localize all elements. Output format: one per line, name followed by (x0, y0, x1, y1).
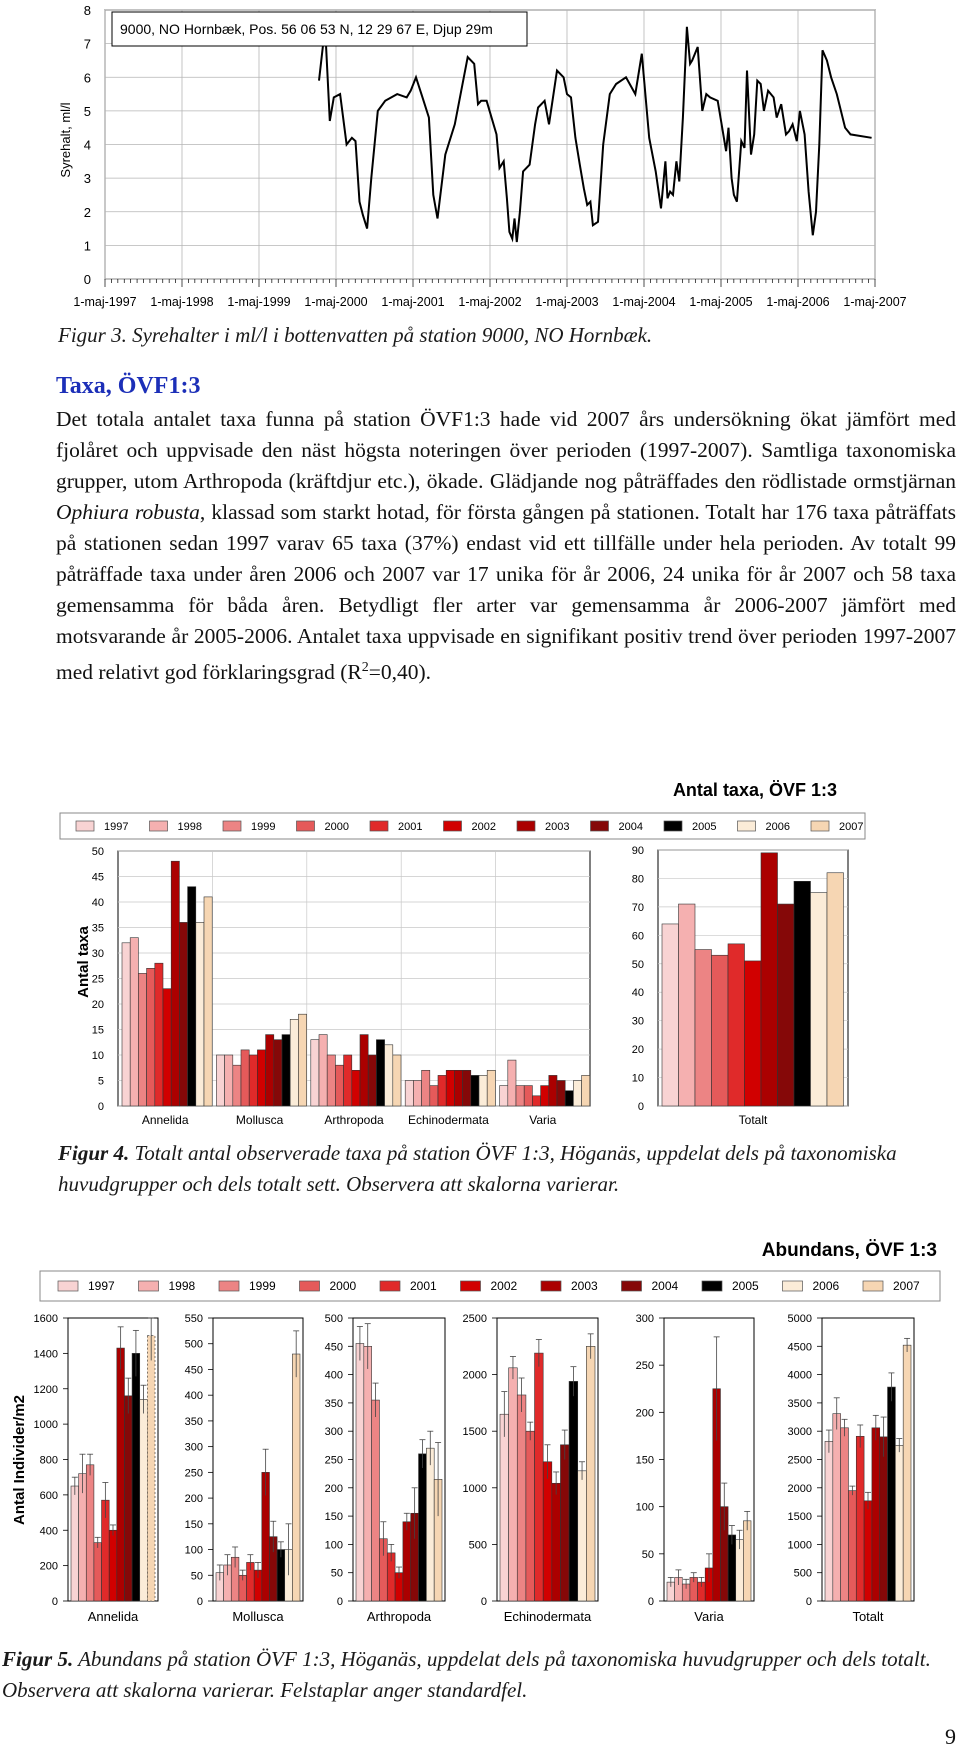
fig4-total-bar (827, 873, 844, 1106)
fig4-bar (290, 1019, 298, 1106)
fig5-category-label: Annelida (87, 1609, 139, 1624)
fig5-panel (34, 1313, 158, 1624)
fig5-y-tick-label: 200 (324, 1482, 343, 1495)
figure-4-caption (58, 1138, 908, 1200)
fig5-y-tick-label: 4000 (787, 1369, 812, 1382)
fig5-y-tick-label: 200 (635, 1407, 654, 1420)
fig5-bar (372, 1400, 380, 1601)
fig4-y-tick-label: 0 (97, 1101, 104, 1113)
legend-label: 2001 (398, 821, 423, 833)
superscript: 2 (361, 660, 369, 675)
fig5-y-tick-label: 100 (635, 1501, 654, 1514)
fig5-y-tick-label: 5000 (787, 1313, 812, 1325)
fig3-y-tick-label: 2 (83, 204, 91, 220)
fig4-bar (122, 943, 130, 1106)
fig5-y-tick-label: 300 (324, 1426, 343, 1439)
fig5-y-tick-label: 500 (184, 1338, 203, 1351)
fig4-y-tick-label: 50 (91, 846, 104, 858)
fig4-total-bar (695, 950, 712, 1106)
fig4-bar (471, 1075, 479, 1106)
fig5-bar (841, 1428, 849, 1601)
fig4-bar (266, 1035, 274, 1106)
fig5-y-tick-label: 300 (635, 1313, 654, 1325)
legend-swatch (541, 1281, 561, 1291)
fig5-bar (356, 1343, 364, 1601)
oxygen-line-chart (0, 0, 960, 320)
fig4-total-bar (778, 904, 795, 1106)
fig5-y-tick-label: 0 (805, 1596, 812, 1608)
fig5-y-tick-label: 0 (480, 1596, 487, 1608)
fig4-bar (393, 1055, 401, 1106)
fig5-bar (292, 1354, 300, 1601)
figure-3-caption: Figur 3. Syrehalter i ml/l i bottenvatten på station 9000, NO Hornbæk. (58, 323, 653, 347)
fig5-panel (185, 1313, 303, 1624)
fig3-station-label: 9000, NO Hornbæk, Pos. 56 06 53 N, 12 29 67 E, Djup 29m (120, 21, 493, 37)
fig5-y-tick-label: 800 (39, 1454, 58, 1467)
legend-swatch (370, 821, 388, 831)
legend-label: 2002 (490, 1279, 518, 1293)
page-number: 9 (945, 1724, 956, 1749)
legend-swatch (444, 821, 462, 831)
legend-label: 2003 (545, 821, 570, 833)
fig4-total-y-tick-label: 80 (631, 873, 644, 886)
fig4-total-y-tick-label: 30 (631, 1015, 644, 1028)
legend-label: 2007 (893, 1279, 920, 1293)
fig4-total-y-tick-label: 0 (637, 1101, 644, 1113)
fig5-category-label: Totalt (852, 1609, 884, 1624)
fig5-bar (856, 1436, 864, 1601)
fig3-x-tick-label: 1-maj-1998 (150, 295, 214, 309)
fig4-bar (188, 887, 196, 1106)
legend-label: 2004 (651, 1279, 679, 1293)
fig4-bar (327, 1055, 335, 1106)
fig4-bar (130, 938, 138, 1106)
fig3-x-tick-label: 1-maj-1997 (73, 295, 137, 309)
fig5-y-tick-label: 450 (324, 1341, 343, 1354)
legend-label: 2005 (692, 821, 717, 833)
fig4-title: Antal taxa, ÖVF 1:3 (672, 780, 837, 800)
fig5-bar (903, 1345, 911, 1601)
body-paragraph (56, 404, 956, 688)
fig5-y-tick-label: 50 (330, 1567, 343, 1580)
fig5-bar (543, 1462, 552, 1601)
fig4-total-bar (745, 961, 762, 1106)
fig3-x-tick-label: 1-maj-2007 (843, 295, 907, 309)
fig5-panel (463, 1313, 598, 1624)
fig4-total-y-tick-label: 90 (631, 845, 644, 857)
fig5-y-tick-label: 1400 (33, 1348, 58, 1361)
fig4-bar (463, 1070, 471, 1106)
legend-label: 2000 (324, 821, 349, 833)
fig4-bar (352, 1070, 360, 1106)
fig5-y-tick-label: 550 (184, 1313, 203, 1325)
fig4-bar (196, 922, 204, 1106)
fig3-y-tick-label: 6 (83, 70, 91, 86)
fig5-bar (364, 1346, 372, 1601)
fig5-y-tick-label: 1000 (462, 1482, 487, 1495)
fig4-bar (479, 1075, 487, 1106)
fig4-y-tick-label: 30 (91, 948, 104, 960)
paragraph-part-1: Det totala antalet taxa funna på station ÖVF1:3 hade vid 2007 års undersökning ökat jämfört med fjolåret och uppvisade den näst högsta noteringen över perioden (1997-2007). Samtliga taxonomiska grupper, utom Arthropoda (kräftdjur etc.), ökade. Glädjande nog påträffades den rödlistade ormstjärnan (56, 407, 956, 493)
fig4-bar (147, 968, 155, 1106)
fig4-y-tick-label: 10 (91, 1050, 104, 1062)
legend-label: 2006 (812, 1279, 840, 1293)
legend-swatch (300, 1281, 320, 1291)
fig5-panel (788, 1313, 914, 1624)
fig4-total-bar (794, 881, 811, 1106)
fig4-bar (565, 1091, 573, 1106)
figure-4-caption-label: Figur 4. (58, 1141, 130, 1165)
fig4-bar (241, 1050, 249, 1106)
figure-4-caption-text: Totalt antal observerade taxa på station ÖVF 1:3, Höganäs, uppdelat dels på taxonomiska huvudgrupper och dels totalt sett. Observera att skalorna varierar. (58, 1141, 897, 1196)
fig5-y-tick-label: 500 (468, 1539, 487, 1552)
fig4-total-bar (662, 924, 679, 1106)
fig5-bar (526, 1431, 535, 1601)
fig5-bar (117, 1348, 125, 1601)
fig5-bar (833, 1414, 841, 1601)
fig4-bar (319, 1035, 327, 1106)
fig5-y-tick-label: 1500 (787, 1511, 812, 1524)
fig3-y-axis-label: Syrehalt, ml/l (58, 102, 73, 178)
fig4-total-bar (728, 944, 745, 1106)
fig4-bar (438, 1075, 446, 1106)
legend-label: 2005 (732, 1279, 759, 1293)
legend-label: 1997 (104, 821, 129, 833)
fig5-bar (109, 1530, 117, 1601)
fig4-y-tick-label: 15 (91, 1024, 104, 1037)
legend-swatch (622, 1281, 642, 1291)
fig5-bar (825, 1441, 833, 1601)
fig5-y-tick-label: 1000 (787, 1539, 812, 1552)
fig4-bar (422, 1070, 430, 1106)
fig5-y-tick-label: 2000 (787, 1482, 812, 1495)
fig5-y-tick-label: 50 (641, 1548, 654, 1561)
fig4-bar (508, 1060, 516, 1106)
legend-swatch (591, 821, 609, 831)
fig3-y-tick-label: 0 (83, 272, 91, 287)
fig5-y-tick-label: 250 (324, 1454, 343, 1467)
fig5-bar (419, 1454, 427, 1601)
fig3-x-tick-label: 1-maj-2005 (689, 295, 753, 309)
fig4-bar (233, 1065, 241, 1106)
fig4-bar (516, 1086, 524, 1106)
legend-label: 2001 (410, 1279, 437, 1293)
fig4-total-y-tick-label: 70 (631, 901, 644, 914)
legend-swatch (811, 821, 829, 831)
fig5-bar (140, 1399, 148, 1601)
fig4-y-tick-label: 45 (91, 871, 104, 884)
legend-label: 2002 (471, 821, 496, 833)
fig4-bar (179, 922, 187, 1106)
figure-5-caption-label: Figur 5. (2, 1647, 74, 1671)
fig5-y-tick-label: 0 (51, 1596, 58, 1608)
fig5-y-tick-label: 100 (184, 1544, 203, 1557)
legend-swatch (223, 821, 241, 831)
fig4-bar (249, 1055, 257, 1106)
fig5-y-tick-label: 3500 (787, 1397, 812, 1410)
species-name: Ophiura robusta (56, 500, 200, 524)
fig5-bar (71, 1486, 79, 1601)
fig5-y-tick-label: 2000 (462, 1369, 487, 1382)
fig5-bar (586, 1346, 595, 1601)
legend-swatch (297, 821, 315, 831)
fig4-bar (446, 1070, 454, 1106)
legend-swatch (150, 821, 168, 831)
fig5-y-tick-label: 1500 (462, 1426, 487, 1439)
fig5-y-tick-label: 3000 (787, 1426, 812, 1439)
legend-swatch (58, 1281, 78, 1291)
fig5-bar (132, 1353, 140, 1601)
fig4-total-bar (811, 893, 828, 1106)
legend-swatch (517, 821, 535, 831)
fig4-total-bar (679, 904, 696, 1106)
fig4-bar (487, 1070, 495, 1106)
legend-label: 1998 (177, 821, 202, 833)
fig4-bar (360, 1035, 368, 1106)
fig5-bar (848, 1491, 856, 1601)
fig5-y-tick-label: 400 (184, 1390, 203, 1403)
fig5-bar (569, 1381, 578, 1601)
fig5-category-label: Mollusca (232, 1609, 284, 1624)
fig4-bar (155, 963, 163, 1106)
fig3-x-tick-label: 1-maj-2004 (612, 295, 676, 309)
fig3-x-tick-label: 1-maj-2002 (458, 295, 522, 309)
fig4-category-label: Annelida (141, 1113, 189, 1127)
fig3-x-tick-label: 1-maj-2003 (535, 295, 599, 309)
fig5-bar (728, 1535, 736, 1601)
legend-label: 1998 (168, 1279, 196, 1293)
fig5-bar (560, 1445, 569, 1601)
fig4-bar (216, 1055, 224, 1106)
fig5-y-tick-label: 100 (324, 1539, 343, 1552)
fig3-x-tick-label: 1-maj-2000 (304, 295, 368, 309)
fig5-panel (325, 1313, 445, 1624)
fig4-total-y-tick-label: 40 (631, 987, 644, 1000)
legend-swatch (664, 821, 682, 831)
fig5-bar (147, 1336, 155, 1601)
fig4-bar (335, 1065, 343, 1106)
fig5-bar (743, 1521, 751, 1601)
fig4-bar (549, 1075, 557, 1106)
fig5-panel (636, 1313, 754, 1624)
fig5-category-label: Varia (694, 1609, 724, 1624)
fig4-bar (257, 1050, 265, 1106)
legend-label: 2000 (329, 1279, 357, 1293)
fig5-y-tick-label: 600 (39, 1489, 58, 1502)
fig5-bar (86, 1465, 94, 1601)
fig5-y-tick-label: 1200 (33, 1383, 58, 1396)
figure-5-caption (2, 1644, 952, 1706)
fig4-bar (163, 989, 171, 1106)
legend-swatch (783, 1281, 803, 1291)
fig4-bar (171, 861, 179, 1106)
fig4-bar (541, 1086, 549, 1106)
fig4-category-label: Echinodermata (408, 1113, 489, 1127)
fig4-bar (524, 1086, 532, 1106)
fig5-y-tick-label: 0 (647, 1596, 654, 1608)
fig4-bar (311, 1040, 319, 1106)
legend-label: 2003 (571, 1279, 598, 1293)
fig5-y-tick-label: 2500 (787, 1454, 812, 1467)
fig5-y-tick-label: 400 (39, 1525, 58, 1538)
fig4-bar (500, 1086, 508, 1106)
fig3-y-tick-label: 7 (83, 36, 91, 52)
fig5-y-tick-label: 150 (324, 1511, 343, 1524)
fig4-total-category-label: Totalt (738, 1113, 768, 1127)
fig5-y-tick-label: 150 (184, 1518, 203, 1531)
fig5-y-tick-label: 200 (39, 1560, 58, 1573)
fig5-y-tick-label: 0 (196, 1596, 203, 1608)
fig4-bar (138, 973, 146, 1106)
fig4-bar (454, 1070, 462, 1106)
fig4-bar (376, 1040, 384, 1106)
fig4-bar (573, 1081, 581, 1107)
fig4-bar (274, 1040, 282, 1106)
fig5-y-tick-label: 200 (184, 1493, 203, 1506)
legend-label: 1999 (251, 821, 276, 833)
fig5-category-label: Echinodermata (503, 1609, 592, 1624)
fig4-y-tick-label: 5 (97, 1075, 104, 1088)
paragraph-part-3: =0,40). (368, 660, 431, 685)
fig5-bar (94, 1543, 102, 1601)
fig5-y-tick-label: 500 (793, 1567, 812, 1580)
fig4-y-tick-label: 20 (91, 999, 104, 1011)
fig5-y-tick-label: 450 (184, 1364, 203, 1377)
fig3-y-tick-label: 4 (83, 137, 91, 153)
fig4-bar (225, 1055, 233, 1106)
taxa-bar-chart (0, 770, 960, 1140)
fig5-y-tick-label: 2500 (462, 1313, 487, 1325)
legend-swatch (738, 821, 756, 831)
fig5-bar (517, 1395, 526, 1601)
fig5-bar (500, 1414, 509, 1601)
fig4-total-y-tick-label: 20 (631, 1044, 644, 1057)
legend-label: 2007 (839, 821, 864, 833)
fig5-y-tick-label: 250 (635, 1360, 654, 1373)
fig5-bar (872, 1428, 880, 1601)
fig5-bar (578, 1471, 587, 1601)
fig3-y-tick-label: 8 (83, 3, 91, 18)
abundance-bar-charts (0, 1228, 960, 1648)
fig4-bar (557, 1081, 565, 1107)
fig5-y-tick-label: 0 (336, 1596, 343, 1608)
legend-swatch (380, 1281, 400, 1291)
fig5-bar (552, 1483, 561, 1601)
figure-5-caption-text: Abundans på station ÖVF 1:3, Höganäs, uppdelat dels på taxonomiska huvudgrupper och dels totalt. Observera att skalorna varierar. Felstaplar anger standardfel. (2, 1647, 931, 1702)
fig4-y-axis-label: Antal taxa (75, 926, 92, 998)
legend-swatch (219, 1281, 239, 1291)
fig4-bar (430, 1086, 438, 1106)
fig5-bar (888, 1387, 896, 1601)
fig5-y-tick-label: 50 (190, 1570, 203, 1583)
fig4-total-y-tick-label: 10 (631, 1072, 644, 1085)
fig3-y-tick-label: 1 (83, 238, 91, 254)
fig4-bar (298, 1014, 306, 1106)
fig5-y-tick-label: 1000 (33, 1419, 58, 1432)
fig3-y-tick-label: 3 (83, 171, 91, 187)
fig4-bar (582, 1075, 590, 1106)
fig4-bar (405, 1081, 413, 1107)
legend-swatch (76, 821, 94, 831)
legend-swatch (863, 1281, 883, 1291)
fig5-bar (880, 1437, 888, 1601)
fig4-category-label: Mollusca (235, 1113, 284, 1127)
fig3-x-tick-label: 1-maj-2006 (766, 295, 830, 309)
fig5-bar (403, 1522, 411, 1601)
fig5-category-label: Arthropoda (366, 1609, 432, 1624)
fig3-x-tick-label: 1-maj-2001 (381, 295, 445, 309)
fig5-bar (124, 1396, 132, 1601)
fig4-category-label: Varia (529, 1113, 557, 1127)
fig5-y-axis-label: Antal Individer/m2 (11, 1394, 28, 1526)
legend-label: 1997 (88, 1279, 115, 1293)
fig3-y-tick-label: 5 (83, 103, 91, 119)
legend-swatch (139, 1281, 159, 1291)
section-heading: Taxa, ÖVF1:3 (56, 373, 201, 399)
fig3-x-tick-label: 1-maj-1999 (227, 295, 291, 309)
legend-swatch (702, 1281, 722, 1291)
fig4-total-bar (761, 853, 778, 1106)
fig5-bar (864, 1501, 872, 1601)
fig5-y-tick-label: 300 (184, 1441, 203, 1454)
legend-swatch (461, 1281, 481, 1291)
fig5-bar (535, 1353, 544, 1601)
fig4-y-tick-label: 25 (91, 973, 104, 986)
legend-label: 2004 (618, 821, 643, 833)
fig4-total-y-tick-label: 60 (631, 930, 644, 943)
fig4-category-label: Arthropoda (324, 1113, 384, 1127)
fig4-total-bar (712, 955, 729, 1106)
fig4-bar (282, 1035, 290, 1106)
fig4-bar (532, 1096, 540, 1106)
fig5-y-tick-label: 4500 (787, 1341, 812, 1354)
fig4-bar (344, 1055, 352, 1106)
fig4-y-tick-label: 40 (91, 897, 104, 909)
fig4-y-tick-label: 35 (91, 922, 104, 935)
fig5-bar (426, 1448, 434, 1601)
fig5-y-tick-label: 500 (324, 1313, 343, 1325)
fig4-bar (385, 1045, 393, 1106)
fig5-y-tick-label: 1600 (33, 1313, 58, 1325)
fig4-bar (204, 897, 212, 1106)
legend-label: 1999 (249, 1279, 276, 1293)
fig4-bar (413, 1081, 421, 1107)
fig5-y-tick-label: 400 (324, 1369, 343, 1382)
legend-label: 2006 (765, 821, 790, 833)
fig4-bar (368, 1055, 376, 1106)
fig5-y-tick-label: 250 (184, 1467, 203, 1480)
fig5-title: Abundans, ÖVF 1:3 (761, 1240, 937, 1261)
fig5-y-tick-label: 350 (184, 1415, 203, 1428)
fig5-bar (509, 1368, 518, 1601)
fig5-y-tick-label: 350 (324, 1397, 343, 1410)
paragraph-part-2: , klassad som starkt hotad, för första gången på stationen. Totalt har 176 taxa påträffats på stationen sedan 1997 varav 65 taxa (37%) endast vid ett tillfälle under hela perioden. Av totalt 99 påträffade taxa under åren 2006 och 2007 var 17 unika för år 2006, 24 unika för år 2007 och 58 taxa gemensamma för båda åren. Betydligt fler arter var gemensamma år 2006-2007 jämfört med motsvarande år 2005-2006. Antalet taxa uppvisade en signifikant positiv trend över perioden 1997-2007 med relativt god förklaringsgrad (R (56, 500, 956, 685)
fig5-y-tick-label: 150 (635, 1454, 654, 1467)
fig4-total-y-tick-label: 50 (631, 958, 644, 971)
fig5-bar (895, 1445, 903, 1601)
